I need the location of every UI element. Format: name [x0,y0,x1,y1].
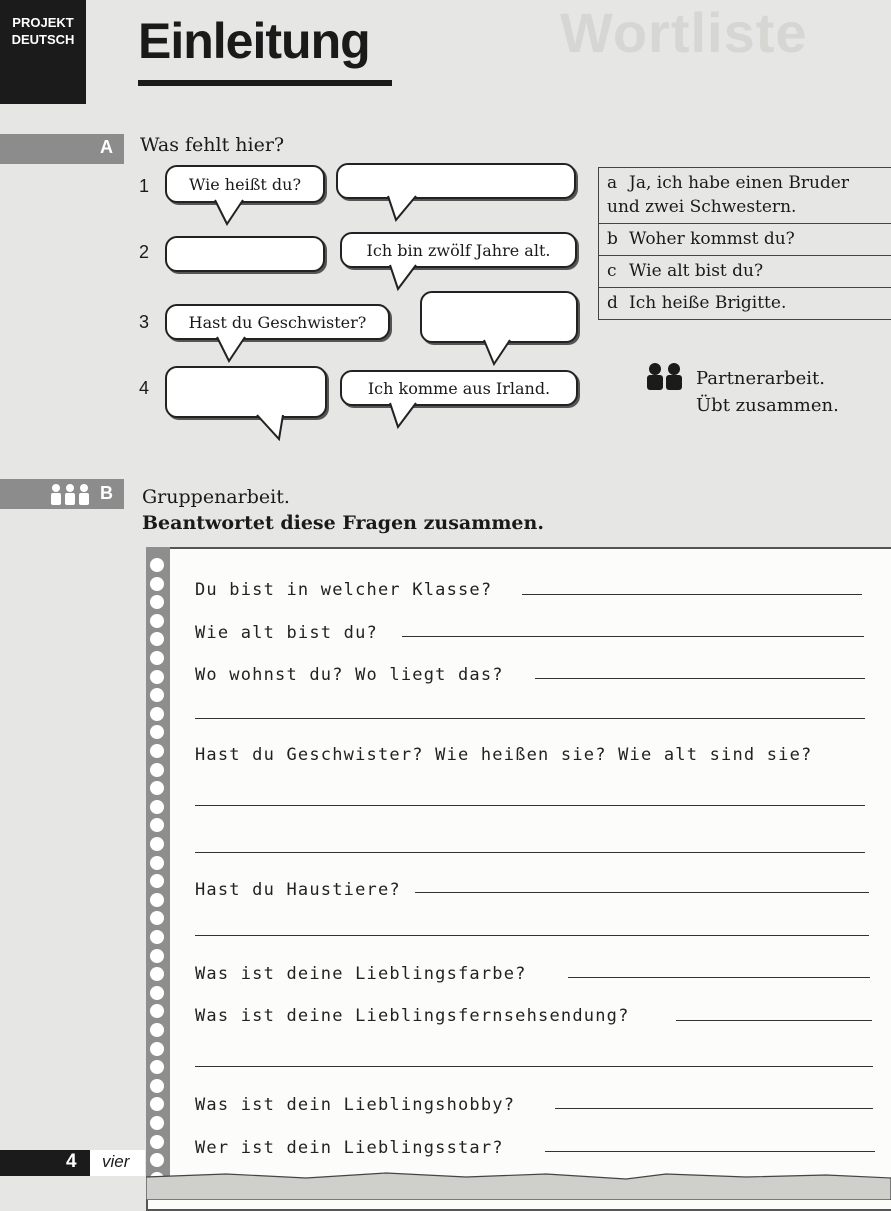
answer-text: Wie alt bist du? [629,261,764,281]
answer-line[interactable] [195,805,865,806]
spiral-hole [150,1042,164,1056]
spiral-hole [150,744,164,758]
torn-paper-edge [146,1165,891,1200]
page-title: Einleitung [138,13,370,69]
answer-key: a [607,173,618,193]
answer-table [598,167,891,320]
page-number: 4 [66,1151,77,1172]
speech-bubble-4-right [340,370,578,430]
section-b-heading-line1: Gruppenarbeit. [142,486,290,508]
bubble-text: Hast du Geschwister? [165,304,390,340]
answer-line[interactable] [568,977,870,978]
spiral-hole [150,1060,164,1074]
spiral-hole [150,577,164,591]
title-underline [138,80,392,86]
answer-line[interactable] [535,678,865,679]
spiral-hole [150,1023,164,1037]
spiral-hole [150,800,164,814]
question-4: Hast du Geschwister? Wie heißen sie? Wie alt sind sie? [195,745,813,765]
spiral-hole [150,1097,164,1111]
answer-line[interactable] [676,1020,872,1021]
item-number-2: 2 [139,242,150,262]
answer-row-d [598,288,891,320]
answer-line[interactable] [195,1066,873,1067]
answer-key: d [607,293,618,313]
spiral-hole [150,670,164,684]
spiral-hole [150,688,164,702]
spiral-hole [150,707,164,721]
spiral-hole [150,1004,164,1018]
spiral-hole [150,837,164,851]
item-number-4: 4 [139,378,150,398]
item-number-1: 1 [139,176,150,196]
question-2: Wie alt bist du? [195,623,378,643]
answer-line[interactable] [555,1108,873,1109]
answer-row-c [598,256,891,288]
speech-bubble-1-right [336,163,576,223]
ghost-title: Wortliste [560,1,808,64]
section-b-heading-line2: Beantwortet diese Fragen zusammen. [142,512,544,534]
spiral-hole [150,725,164,739]
pair-work-icon [645,362,685,396]
spiral-hole [150,856,164,870]
spiral-hole [150,911,164,925]
answer-row-a [598,168,891,224]
answer-text: Ich heiße Brigitte. [629,293,787,313]
bubble-text: Wie heißt du? [165,165,325,203]
section-a-heading: Was fehlt hier? [140,134,285,156]
speech-bubble-1-left [165,165,325,227]
section-a-letter: A [100,137,113,157]
partner-line1: Partnerarbeit. [696,368,825,389]
spiral-hole [150,949,164,963]
question-6: Was ist deine Lieblingsfarbe? [195,964,527,984]
answer-row-b [598,224,891,256]
question-8: Was ist dein Lieblingshobby? [195,1095,516,1115]
answer-key: c [607,261,617,281]
item-number-3: 3 [139,312,150,332]
section-b-letter: B [100,483,113,503]
answer-line[interactable] [195,935,869,936]
spiral-hole [150,558,164,572]
brand-block [0,0,86,104]
group-work-icon [48,483,92,511]
answer-line[interactable] [402,636,864,637]
bubble-text [420,291,578,343]
answer-line[interactable] [545,1151,875,1152]
question-5: Hast du Haustiere? [195,880,401,900]
speech-bubble-3-right [420,291,578,366]
spiral-hole [150,651,164,665]
spiral-hole [150,781,164,795]
brand-line1: PROJEKT [12,15,74,30]
speech-bubble-2-right [340,232,577,294]
brand-line2: DEUTSCH [11,32,75,47]
spiral-hole [150,986,164,1000]
spiral-hole [150,1116,164,1130]
bubble-text: Ich komme aus Irland. [340,370,578,406]
question-1: Du bist in welcher Klasse? [195,580,493,600]
question-7: Was ist deine Lieblingsfernsehsendung? [195,1006,630,1026]
bubble-text [336,163,576,199]
bubble-text [165,366,327,418]
answer-text: Woher kommst du? [629,229,795,249]
answer-line[interactable] [195,718,865,719]
bubble-text: Ich bin zwölf Jahre alt. [340,232,577,268]
spiral-hole [150,595,164,609]
answer-line[interactable] [415,892,869,893]
page-word: vier [102,1152,130,1171]
spiral-hole [150,632,164,646]
question-3: Wo wohnst du? Wo liegt das? [195,665,504,685]
spiral-hole [150,967,164,981]
spiral-hole [150,763,164,777]
speech-bubble-4-left [165,366,327,442]
spiral-hole [150,874,164,888]
spiral-hole [150,614,164,628]
spiral-hole [150,930,164,944]
answer-key: b [607,229,618,249]
answer-line[interactable] [522,594,862,595]
spiral-hole [150,818,164,832]
bubble-text [165,236,325,272]
speech-bubble-2-left [165,236,325,286]
partner-instruction [696,365,839,419]
answer-text: Ja, ich habe einen Bruder und zwei Schwestern. [607,173,849,217]
spiral-hole [150,893,164,907]
section-b-heading [142,484,544,536]
answer-line[interactable] [195,852,865,853]
spiral-hole [150,1135,164,1149]
partner-line2: Übt zusammen. [696,395,839,416]
question-9: Wer ist dein Lieblingsstar? [195,1138,504,1158]
speech-bubble-3-left [165,304,390,362]
spiral-hole [150,1079,164,1093]
